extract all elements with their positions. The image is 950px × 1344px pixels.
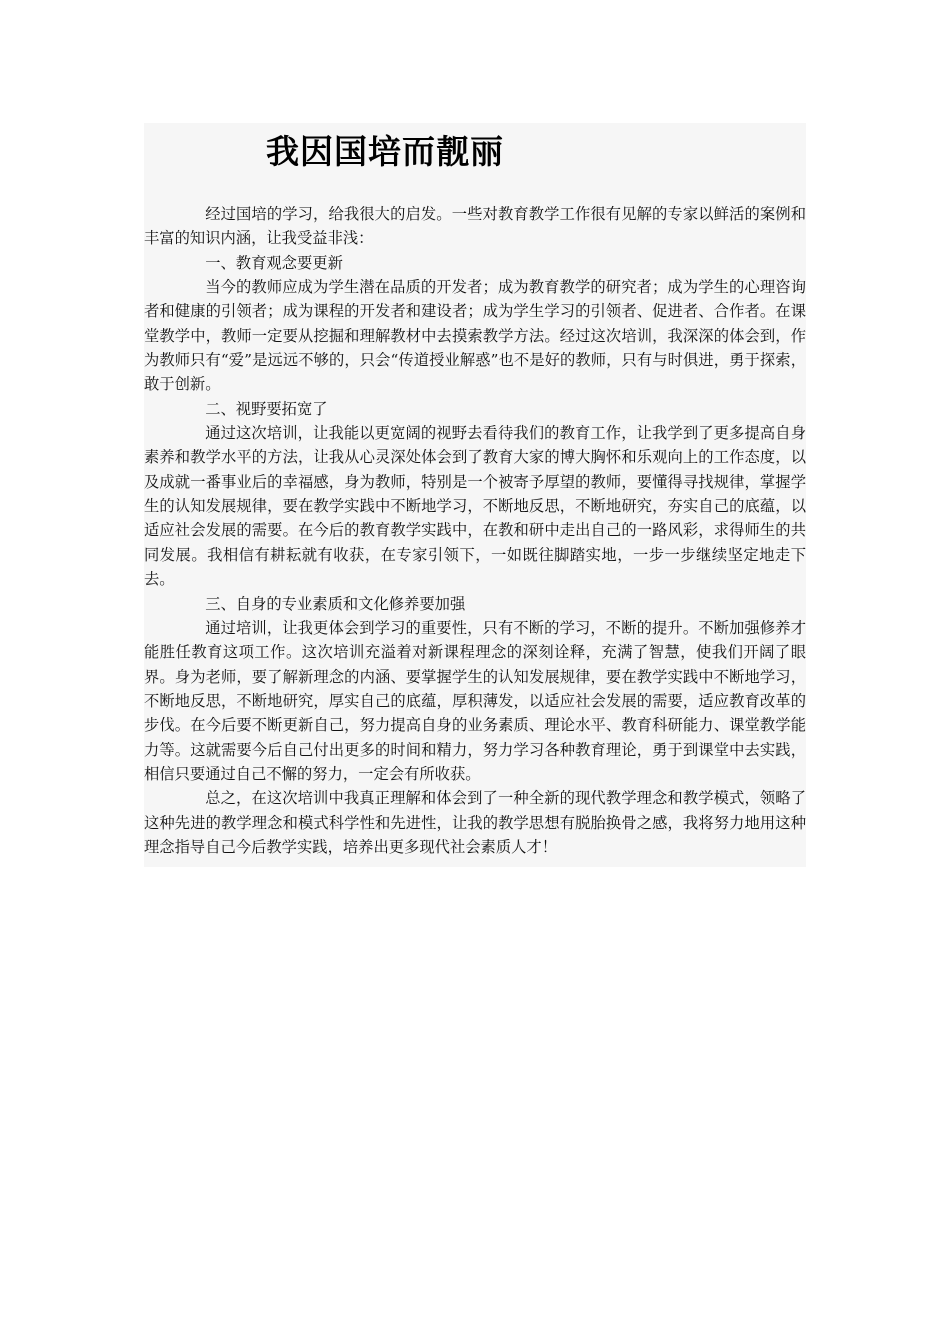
- section-heading-1: 一、教育观念要更新: [205, 253, 343, 272]
- document-title: 我因国培而靓丽: [266, 132, 504, 171]
- paragraph-section-3: 通过培训，让我更体会到学习的重要性，只有不断的学习，不断的提升。不断加强修养才能胜任教育这项工作。这次培训充溢着对新课程理念的深刻诠释，充满了智慧，使我们开阔了眼界。身为老师，要了解新理念的内涵、要掌握学生的认知发展规律，要在教学实践中不断地学习，不断地反思，不断地研究，厚实自己的底蕴，厚积薄发，以适应社会发展的需要，适应教育改革的步伐。在今后要不断更新自己，努力提高自身的业务素质、理论水平、教育科研能力、课堂教学能力等。这就需要今后自己付出更多的时间和精力，努力学习各种教育理论，勇于到课堂中去实践，相信只要通过自己不懈的努力，一定会有所收获。: [144, 618, 806, 783]
- paragraph-intro: 经过国培的学习，给我很大的启发。一些对教育教学工作很有见解的专家以鲜活的案例和丰富的知识内涵，让我受益非浅：: [144, 205, 806, 248]
- paragraph-section-1: 当今的教师应成为学生潜在品质的开发者；成为教育教学的研究者；成为学生的心理咨询者和健康的引领者；成为课程的开发者和建设者；成为学生学习的引领者、促进者、合作者。在课堂教学中，教师一定要从挖掘和理解教材中去摸索教学方法。经过这次培训，我深深的体会到，作为教师只有“爱”是远远不够的，只会“传道授业解惑”也不是好的教师，只有与时俱进，勇于探索，敢于创新。: [144, 278, 806, 394]
- document-text-block: [144, 123, 806, 867]
- section-heading-2: 二、视野要拓宽了: [205, 399, 328, 418]
- document-body: [144, 202, 806, 859]
- section-heading-3: 三、自身的专业素质和文化修养要加强: [205, 594, 466, 613]
- paragraph-section-2: 通过这次培训，让我能以更宽阔的视野去看待我们的教育工作，让我学到了更多提高自身素养和教学水平的方法，让我从心灵深处体会到了教育大家的博大胸怀和乐观向上的工作态度，以及成就一番事业后的幸福感，身为教师，特别是一个被寄予厚望的教师，要懂得寻找规律，掌握学生的认知发展规律，要在教学实践中不断地学习，不断地反思，不断地研究，夯实自己的底蕴，以适应社会发展的需要。在今后的教育教学实践中，在教和研中走出自己的一路风彩，求得师生的共同发展。我相信有耕耘就有收获，在专家引领下，一如既往脚踏实地，一步一步继续坚定地走下去。: [144, 424, 806, 589]
- paragraph-conclusion: 总之，在这次培训中我真正理解和体会到了一种全新的现代教学理念和教学模式，领略了这种先进的教学理念和模式科学性和先进性，让我的教学思想有脱胎换骨之感，我将努力地用这种理念指导自己今后教学实践，培养出更多现代社会素质人才！: [144, 789, 806, 856]
